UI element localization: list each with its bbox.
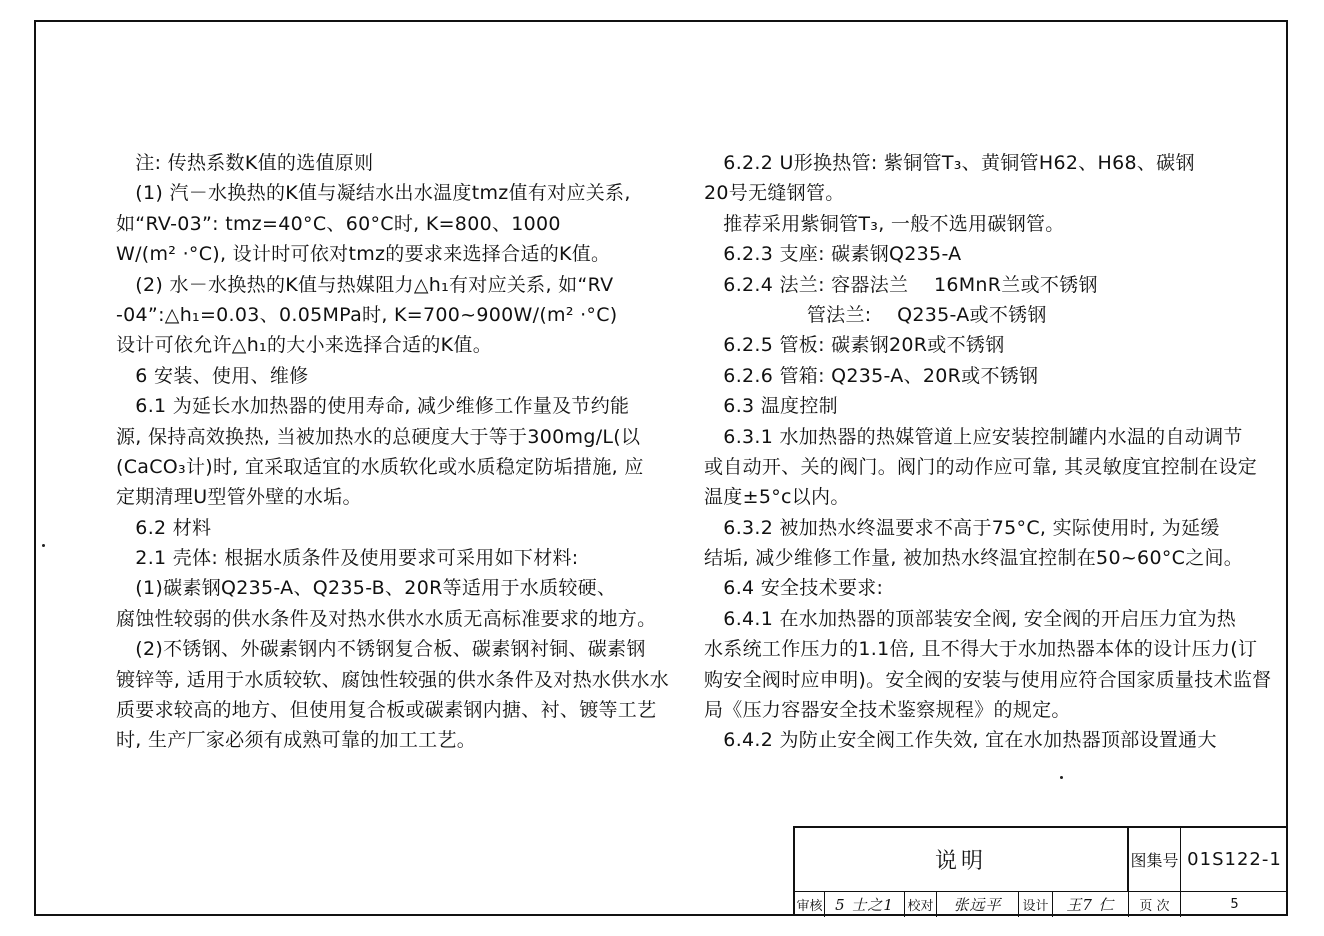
scan-speck — [42, 544, 45, 547]
review-signature: 5 士之1 — [825, 892, 905, 917]
atlas-label: 图集号 — [1129, 828, 1181, 891]
page-number: 5 — [1230, 897, 1239, 912]
title-block — [793, 826, 1288, 916]
text-line: 2.1 壳体: 根据水质条件及使用要求可采用如下材料: — [116, 547, 579, 570]
text-line: 6.2.2 U形换热管: 紫铜管T₃、黄铜管H62、H68、碳钢 — [704, 152, 1195, 174]
text-line: 6.2.4 法兰: 容器法兰 16MnR兰或不锈钢 — [704, 273, 1098, 296]
text-line: 镀锌等, 适用于水质较软、腐蚀性较强的供水条件及对热水供水水 — [116, 668, 670, 691]
atlas-number: 01S122-1 — [1187, 849, 1282, 870]
text-line: 注: 传热系数K值的选值原则 — [116, 152, 374, 174]
text-line: 结垢, 减少维修工作量, 被加热水终温宜控制在50~60°C之间。 — [704, 547, 1244, 570]
text-line: W/(m² ·°C), 设计时可依对tmz的要求来选择合适的K值。 — [116, 243, 611, 266]
text-line: 6.3 温度控制 — [704, 395, 838, 418]
text-line: 6.3.2 被加热水终温要求不高于75°C, 实际使用时, 为延缓 — [704, 516, 1220, 539]
text-line: 腐蚀性较弱的供水条件及对热水供水水质无高标准要求的地方。 — [116, 607, 657, 630]
text-line: 源, 保持高效换热, 当被加热水的总硬度大于等于300mg/L(以 — [116, 425, 641, 448]
text-line: 推荐采用紫铜管T₃, 一般不选用碳钢管。 — [704, 212, 1065, 235]
scan-speck — [1060, 776, 1063, 779]
review-label: 审核 — [795, 892, 825, 917]
text-line: (2)不锈钢、外碳素钢内不锈钢复合板、碳素钢衬铜、碳素钢 — [116, 638, 646, 661]
right-column — [704, 148, 1272, 756]
text-line: 6.4 安全技术要求: — [704, 577, 884, 600]
text-line: 质要求较高的地方、但使用复合板或碳素钢内搪、衬、镀等工艺 — [116, 699, 657, 722]
text-line: (1) 汽－水换热的K值与凝结水出水温度tmz值有对应关系, — [116, 182, 631, 205]
design-signature: 王7 仁 — [1053, 892, 1129, 917]
text-line: 局《压力容器安全技术鉴察规程》的规定。 — [704, 699, 1071, 722]
text-line: 管法兰: Q235-A或不锈钢 — [704, 303, 1047, 326]
text-line: 6.1 为延长水加热器的使用寿命, 减少维修工作量及节约能 — [116, 395, 630, 418]
text-line: 20号无缝钢管。 — [704, 182, 845, 205]
text-line: 设计可依允许△h₁的大小来选择合适的K值。 — [116, 334, 493, 357]
text-line: 温度±5°c以内。 — [704, 486, 850, 509]
text-line: 购安全阀时应申明)。安全阀的安装与使用应符合国家质量技术监督 — [704, 668, 1272, 691]
text-line: (1)碳素钢Q235-A、Q235-B、20R等适用于水质较硬、 — [116, 577, 617, 600]
left-column — [116, 148, 670, 756]
text-line: 6.4.2 为防止安全阀工作失效, 宜在水加热器顶部设置通大 — [704, 729, 1217, 752]
text-line: (2) 水－水换热的K值与热媒阻力△h₁有对应关系, 如“RV — [116, 273, 614, 296]
text-line: 6.4.1 在水加热器的顶部装安全阀, 安全阀的开启压力宜为热 — [704, 607, 1237, 630]
text-line: 定期清理U型管外壁的水垢。 — [116, 486, 362, 509]
text-line: 6.2 材料 — [116, 516, 212, 539]
text-line: 6.2.3 支座: 碳素钢Q235-A — [704, 243, 962, 266]
drawing-title: 说明 — [795, 828, 1129, 891]
text-line: 时, 生产厂家必须有成熟可靠的加工工艺。 — [116, 729, 477, 752]
signature-row — [795, 891, 1288, 916]
check-label: 校对 — [905, 892, 937, 917]
text-line: 6.2.6 管箱: Q235-A、20R或不锈钢 — [704, 364, 1039, 387]
text-line: -04”:△h₁=0.03、0.05MPa时, K=700~900W/(m² ·°C) — [116, 303, 618, 326]
text-line: 如“RV-03”: tmz=40°C、60°C时, K=800、1000 — [116, 212, 561, 235]
design-label: 设计 — [1019, 892, 1053, 917]
text-line: 6.2.5 管板: 碳素钢20R或不锈钢 — [704, 334, 1005, 357]
text-line: 6.3.1 水加热器的热媒管道上应安装控制罐内水温的自动调节 — [704, 425, 1243, 448]
text-line: (CaCO₃计)时, 宜采取适宜的水质软化或水质稳定防垢措施, 应 — [116, 455, 644, 478]
text-line: 或自动开、关的阀门。阀门的动作应可靠, 其灵敏度宜控制在设定 — [704, 455, 1258, 478]
check-signature: 张远平 — [937, 892, 1019, 917]
text-line: 水系统工作压力的1.1倍, 且不得大于水加热器本体的设计压力(订 — [704, 638, 1258, 661]
page-label: 页 次 — [1129, 892, 1181, 917]
text-line: 6 安装、使用、维修 — [116, 364, 309, 387]
